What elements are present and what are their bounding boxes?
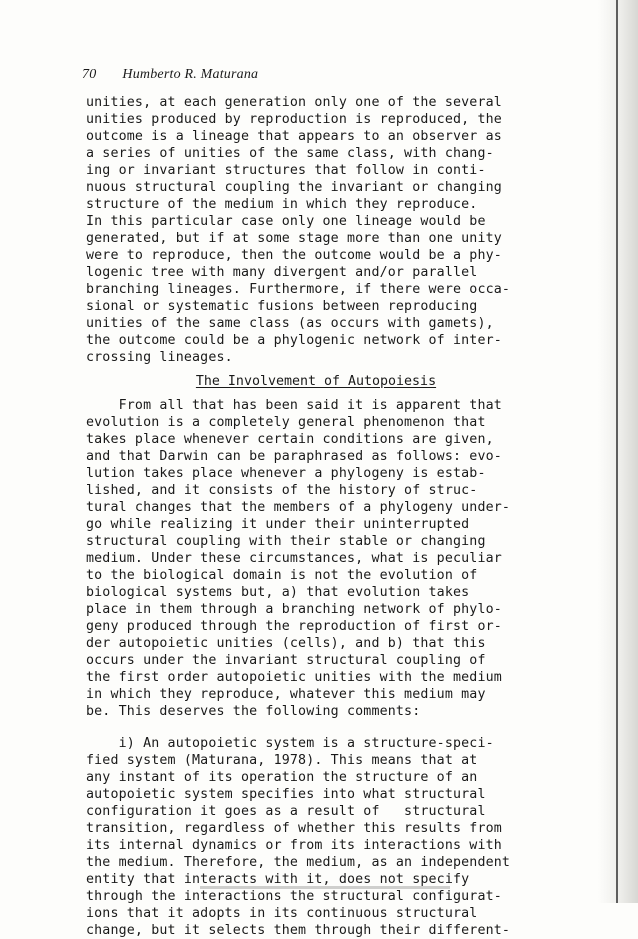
text-line: medium. Under these circumstances, what is peculiar: [86, 551, 502, 566]
text-line: a series of unities of the same class, with chang-: [86, 146, 494, 161]
text-line: branching lineages. Furthermore, if there were occa-: [86, 282, 511, 297]
text-line: and that Darwin can be paraphrased as follows: evo-: [86, 449, 502, 464]
text-line: unities produced by reproduction is reproduced, the: [86, 112, 502, 127]
text-line: ions that it adopts in its continuous structural: [86, 906, 478, 921]
text-line: configuration it goes as a result of structural: [86, 804, 486, 819]
text-line: tural changes that the members of a phylogeny under-: [86, 500, 511, 515]
text-line: lution takes place whenever a phylogeny is estab-: [86, 466, 486, 481]
text-line: In this particular case only one lineage would be: [86, 214, 486, 229]
text-line: der autopoietic unities (cells), and b) that this: [86, 636, 486, 651]
text-line: evolution is a completely general phenomenon that: [86, 415, 486, 430]
text-line: unities, at each generation only one of the several: [86, 95, 502, 110]
text-line: entity that interacts with it, does not specify: [86, 872, 470, 887]
text-line: autopoietic system specifies into what structural: [86, 787, 486, 802]
text-line: to the biological domain is not the evolution of: [86, 568, 478, 583]
text-line: takes place whenever certain conditions are given,: [86, 432, 494, 447]
binding-line: [616, 0, 618, 903]
text-line: in which they reproduce, whatever this medium may: [86, 687, 486, 702]
text-line: logenic tree with many divergent and/or parallel: [86, 265, 478, 280]
text-line: the first order autopoietic unities with the medium: [86, 670, 502, 685]
binding-shadow: [598, 0, 638, 903]
text-line: crossing lineages.: [86, 350, 233, 365]
text-line: change, but it selects them through their different-: [86, 923, 511, 938]
text-line: go while realizing it under their uninterrupted: [86, 517, 470, 532]
text-line: place in them through a branching network of phylo-: [86, 602, 502, 617]
text-line: were to reproduce, then the outcome would be a phy-: [86, 248, 502, 263]
text-line: its internal dynamics or from its interactions with: [86, 838, 502, 853]
text-line: outcome is a lineage that appears to an observer as: [86, 129, 502, 144]
text-line: through the interactions the structural configurat-: [86, 889, 502, 904]
text-line: unities of the same class (as occurs with gamets),: [86, 316, 494, 331]
text-line: ing or invariant structures that follow in conti-: [86, 163, 486, 178]
section-heading: [86, 373, 546, 390]
page-number: 70: [82, 67, 97, 82]
text-line: nuous structural coupling the invariant or changing: [86, 180, 502, 195]
section-heading-text: The Involvement of Autopoiesis: [195, 374, 437, 389]
text-line: fied system (Maturana, 1978). This means that at: [86, 753, 478, 768]
text-line: any instant of its operation the structure of an: [86, 770, 478, 785]
text-line: i) An autopoietic system is a structure-speci-: [86, 736, 494, 751]
text-line: lished, and it consists of the history of struc-: [86, 483, 478, 498]
text-line: be. This deserves the following comments:: [86, 704, 421, 719]
text-line: generated, but if at some stage more than one unity: [86, 231, 502, 246]
text-line: occurs under the invariant structural coupling of: [86, 653, 486, 668]
text-line: From all that has been said it is apparent that: [86, 398, 502, 413]
text-line: structure of the medium in which they reproduce.: [86, 197, 478, 212]
text-line: transition, regardless of whether this results from: [86, 821, 502, 836]
author-name: Humberto R. Maturana: [122, 67, 259, 82]
text-line: the outcome could be a phylogenic network of inter-: [86, 333, 502, 348]
text-line: sional or systematic fusions between reproducing: [86, 299, 478, 314]
text-line: the medium. Therefore, the medium, as an independent: [86, 855, 511, 870]
text-line: structural coupling with their stable or changing: [86, 534, 486, 549]
running-head: [82, 67, 258, 83]
text-line: geny produced through the reproduction of first or-: [86, 619, 502, 634]
text-line: biological systems but, a) that evolution takes: [86, 585, 470, 600]
